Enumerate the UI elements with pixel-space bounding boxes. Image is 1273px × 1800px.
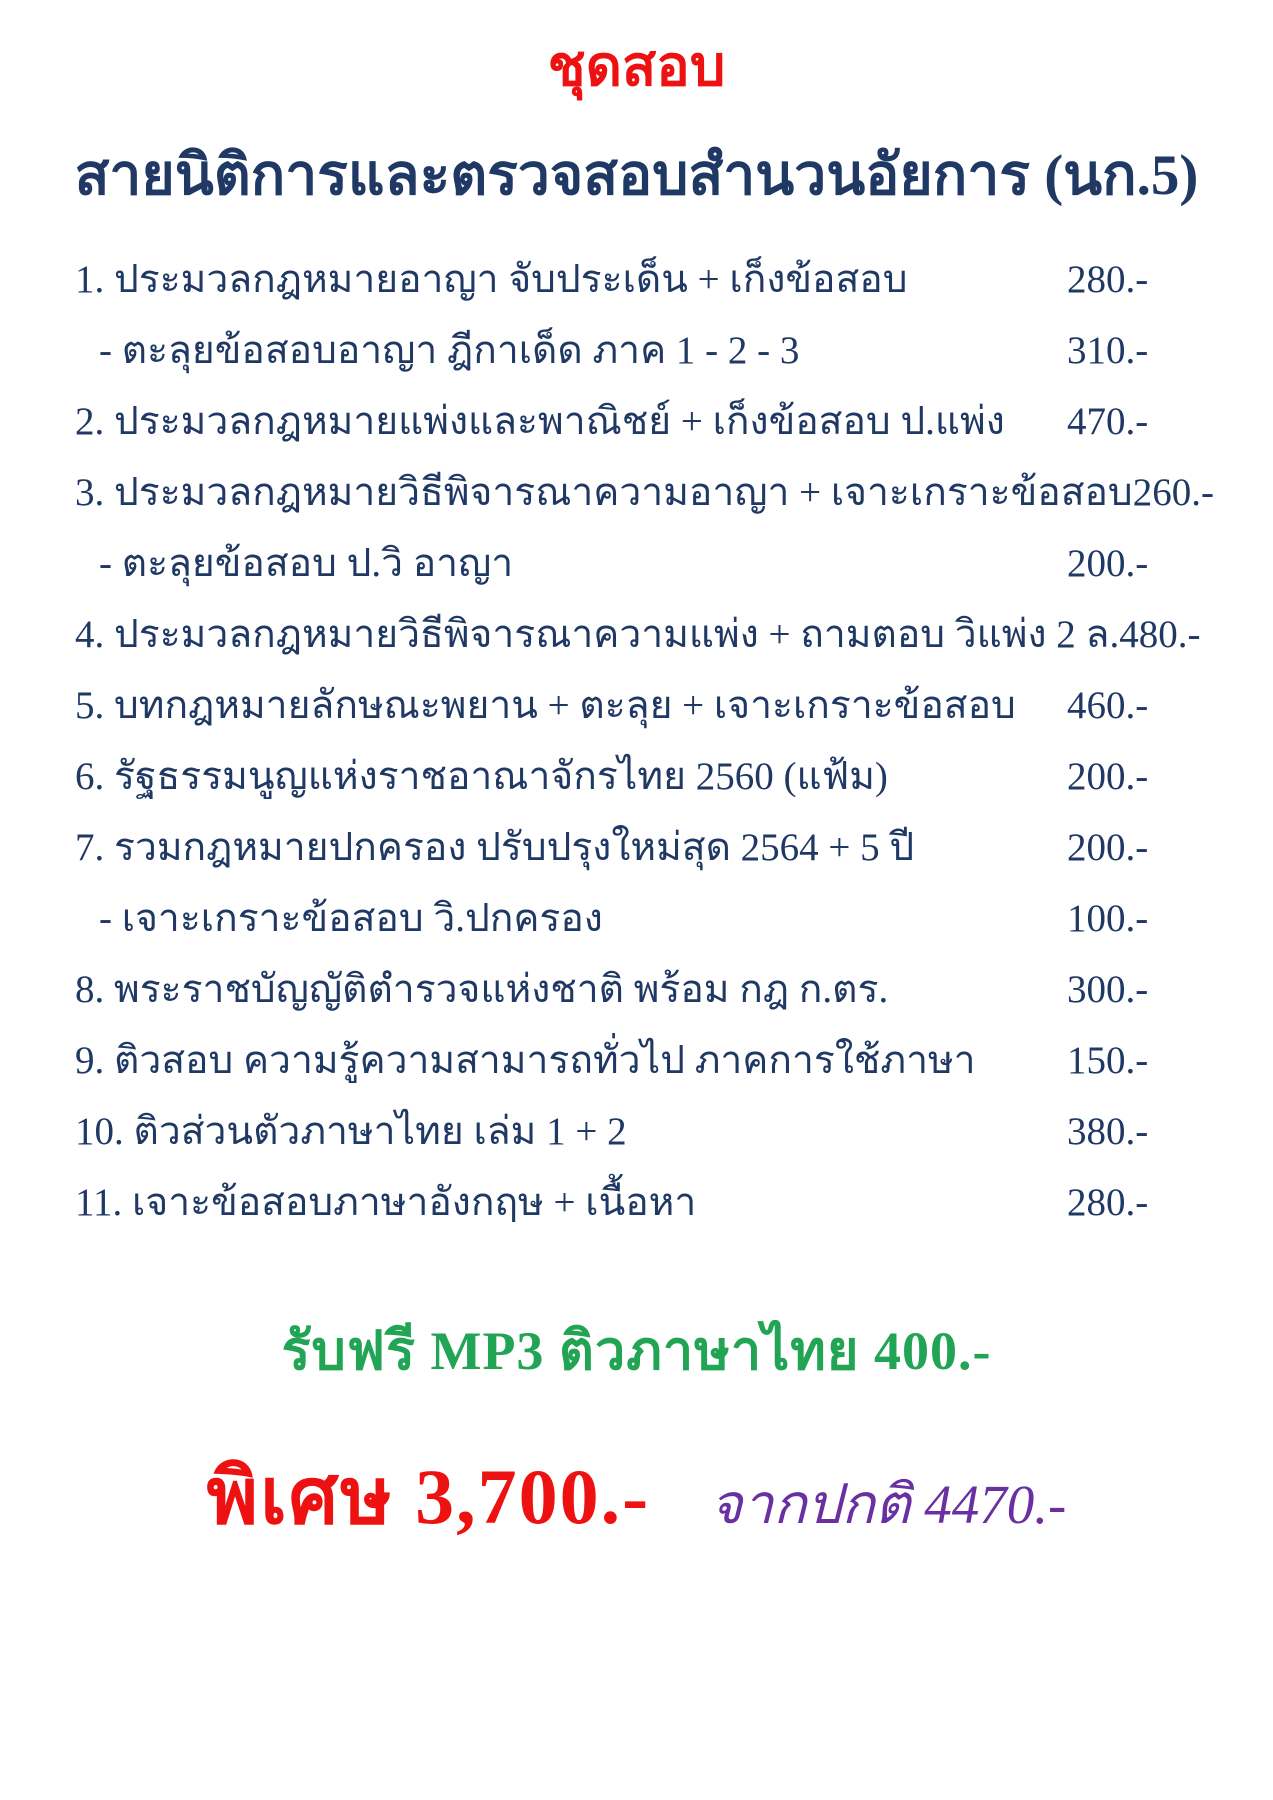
item-label: 10. ติวส่วนตัวภาษาไทย เล่ม 1 + 2 <box>75 1110 627 1153</box>
item-price: 480.- <box>1119 613 1201 656</box>
item-price: 280.- <box>1067 1181 1149 1224</box>
item-price: 200.- <box>1067 755 1149 798</box>
list-item <box>75 1171 1195 1242</box>
item-price: 300.- <box>1067 968 1149 1011</box>
free-gift-line: รับฟรี MP3 ติวภาษาไทย 400.- <box>281 1321 992 1381</box>
item-price: 380.- <box>1067 1110 1149 1153</box>
list-item <box>75 390 1195 461</box>
list-item <box>75 603 1201 674</box>
item-price: 100.- <box>1067 897 1149 940</box>
page-title: ชุดสอบ <box>547 36 726 98</box>
item-label: 9. ติวสอบ ความรู้ความสามารถทั่วไป ภาคการใช้ภาษา <box>75 1039 976 1082</box>
item-label: 3. ประมวลกฎหมายวิธีพิจารณาความอาญา + เจาะเกราะข้อสอบ <box>75 471 1133 514</box>
item-price: 150.- <box>1067 1039 1149 1082</box>
item-label: - เจาะเกราะข้อสอบ วิ.ปกครอง <box>99 897 603 940</box>
list-item <box>75 745 1195 816</box>
item-price: 460.- <box>1067 684 1149 727</box>
item-label: 4. ประมวลกฎหมายวิธีพิจารณาความแพ่ง + ถามตอบ วิแพ่ง 2 ล. <box>75 613 1120 656</box>
item-label: 11. เจาะข้อสอบภาษาอังกฤษ + เนื้อหา <box>75 1181 697 1224</box>
list-item <box>75 461 1214 532</box>
item-price: 280.- <box>1067 258 1149 301</box>
list-item <box>75 958 1195 1029</box>
item-price: 310.- <box>1067 329 1149 372</box>
item-label: 5. บทกฎหมายลักษณะพยาน + ตะลุย + เจาะเกราะข้อสอบ <box>75 684 1016 727</box>
list-item <box>75 674 1195 745</box>
item-label: 8. พระราชบัญญัติตำรวจแห่งชาติ พร้อม กฎ ก.ตร. <box>75 968 889 1011</box>
list-item <box>75 1100 1195 1171</box>
item-price: 260.- <box>1132 471 1214 514</box>
item-price: 200.- <box>1067 826 1149 869</box>
list-item <box>75 248 1195 319</box>
regular-price: จากปกติ 4470.- <box>710 1474 1067 1535</box>
item-label: 2. ประมวลกฎหมายแพ่งและพาณิชย์ + เก็งข้อสอบ ป.แพ่ง <box>75 400 1005 443</box>
item-label: - ตะลุยข้อสอบ ป.วิ อาญา <box>99 542 514 585</box>
item-price: 470.- <box>1067 400 1149 443</box>
item-label: - ตะลุยข้อสอบอาญา ฎีกาเด็ด ภาค 1 - 2 - 3 <box>99 329 800 372</box>
list-item <box>75 532 1195 603</box>
special-price: พิเศษ 3,700.- <box>206 1453 651 1540</box>
page-subtitle: สายนิติการและตรวจสอบสำนวนอัยการ (นก.5) <box>74 144 1199 207</box>
list-item <box>75 1029 1195 1100</box>
list-item <box>75 319 1195 390</box>
item-label: 6. รัฐธรรมนูญแห่งราชอาณาจักรไทย 2560 (แฟ้ม) <box>75 755 888 798</box>
special-price-line <box>0 1434 1273 1558</box>
item-price: 200.- <box>1067 542 1149 585</box>
list-item <box>75 816 1195 887</box>
item-label: 1. ประมวลกฎหมายอาญา จับประเด็น + เก็งข้อสอบ <box>75 258 908 301</box>
item-label: 7. รวมกฎหมายปกครอง ปรับปรุงใหม่สุด 2564 + 5 ปี <box>75 826 915 869</box>
list-item <box>75 887 1195 958</box>
price-list <box>0 248 1273 1242</box>
